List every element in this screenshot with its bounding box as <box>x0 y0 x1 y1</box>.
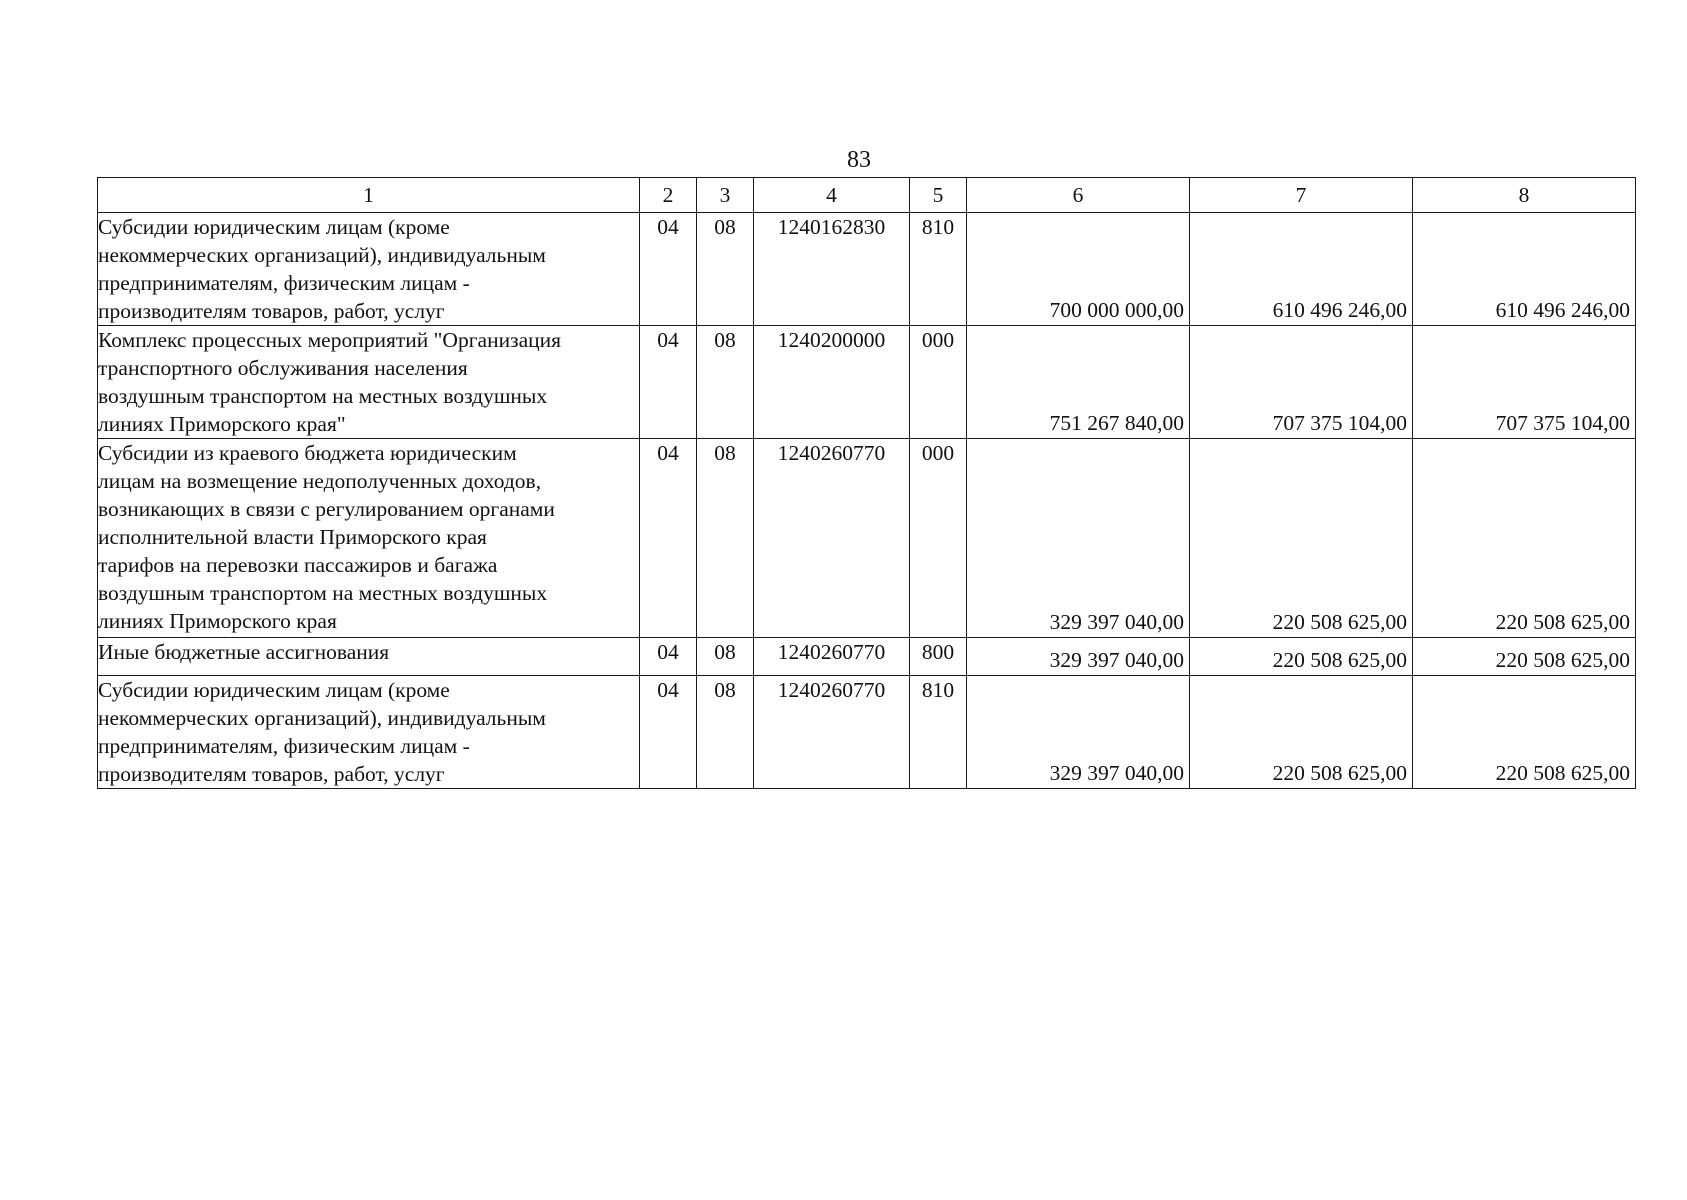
expense-type-code: 810 <box>910 676 967 789</box>
target-article-code: 1240260770 <box>754 676 910 789</box>
amount-col6: 751 267 840,00 <box>967 326 1190 439</box>
expense-type-code: 000 <box>910 326 967 439</box>
row-name: Субсидии юридическим лицам (кроме некоммерческих организаций), индивидуальным предпринимателям, физическим лицам - производителям товаров, работ, услуг <box>98 213 640 326</box>
section-code: 04 <box>640 638 697 676</box>
subsection-code: 08 <box>697 676 754 789</box>
column-header-6: 6 <box>967 178 1190 213</box>
amount-col7: 220 508 625,00 <box>1190 676 1413 789</box>
row-name: Субсидии из краевого бюджета юридическим лицам на возмещение недополученных доходов, возникающих в связи с регулированием органами исполнительной власти Приморского края тарифов на перевозки пассажиров и багажа воздушным транспортом на местных воздушных линиях Приморского края <box>98 439 640 638</box>
page-number: 83 <box>847 147 871 173</box>
amount-col8: 610 496 246,00 <box>1413 213 1636 326</box>
table-row <box>98 638 1636 676</box>
expense-type-code: 800 <box>910 638 967 676</box>
target-article-code: 1240162830 <box>754 213 910 326</box>
column-header-4: 4 <box>754 178 910 213</box>
amount-col7: 707 375 104,00 <box>1190 326 1413 439</box>
row-name: Комплекс процессных мероприятий "Организация транспортного обслуживания населения воздушным транспортом на местных воздушных линиях Приморского края" <box>98 326 640 439</box>
amount-col6: 329 397 040,00 <box>967 638 1190 676</box>
subsection-code: 08 <box>697 638 754 676</box>
amount-col8: 220 508 625,00 <box>1413 676 1636 789</box>
table-header-row <box>98 178 1636 213</box>
target-article-code: 1240200000 <box>754 326 910 439</box>
table-row <box>98 326 1636 439</box>
column-header-2: 2 <box>640 178 697 213</box>
row-name: Субсидии юридическим лицам (кроме некоммерческих организаций), индивидуальным предпринимателям, физическим лицам - производителям товаров, работ, услуг <box>98 676 640 789</box>
amount-col8: 220 508 625,00 <box>1413 439 1636 638</box>
section-code: 04 <box>640 439 697 638</box>
target-article-code: 1240260770 <box>754 638 910 676</box>
expense-type-code: 000 <box>910 439 967 638</box>
section-code: 04 <box>640 676 697 789</box>
table-row <box>98 213 1636 326</box>
column-header-3: 3 <box>697 178 754 213</box>
table-row <box>98 439 1636 638</box>
amount-col7: 610 496 246,00 <box>1190 213 1413 326</box>
amount-col7: 220 508 625,00 <box>1190 638 1413 676</box>
section-code: 04 <box>640 213 697 326</box>
table-row <box>98 676 1636 789</box>
amount-col6: 329 397 040,00 <box>967 439 1190 638</box>
column-header-7: 7 <box>1190 178 1413 213</box>
column-header-8: 8 <box>1413 178 1636 213</box>
subsection-code: 08 <box>697 326 754 439</box>
subsection-code: 08 <box>697 213 754 326</box>
amount-col6: 700 000 000,00 <box>967 213 1190 326</box>
section-code: 04 <box>640 326 697 439</box>
row-name: Иные бюджетные ассигнования <box>98 638 640 676</box>
subsection-code: 08 <box>697 439 754 638</box>
amount-col8: 707 375 104,00 <box>1413 326 1636 439</box>
target-article-code: 1240260770 <box>754 439 910 638</box>
amount-col6: 329 397 040,00 <box>967 676 1190 789</box>
column-header-1: 1 <box>98 178 640 213</box>
amount-col7: 220 508 625,00 <box>1190 439 1413 638</box>
budget-table <box>97 177 1636 789</box>
amount-col8: 220 508 625,00 <box>1413 638 1636 676</box>
column-header-5: 5 <box>910 178 967 213</box>
expense-type-code: 810 <box>910 213 967 326</box>
